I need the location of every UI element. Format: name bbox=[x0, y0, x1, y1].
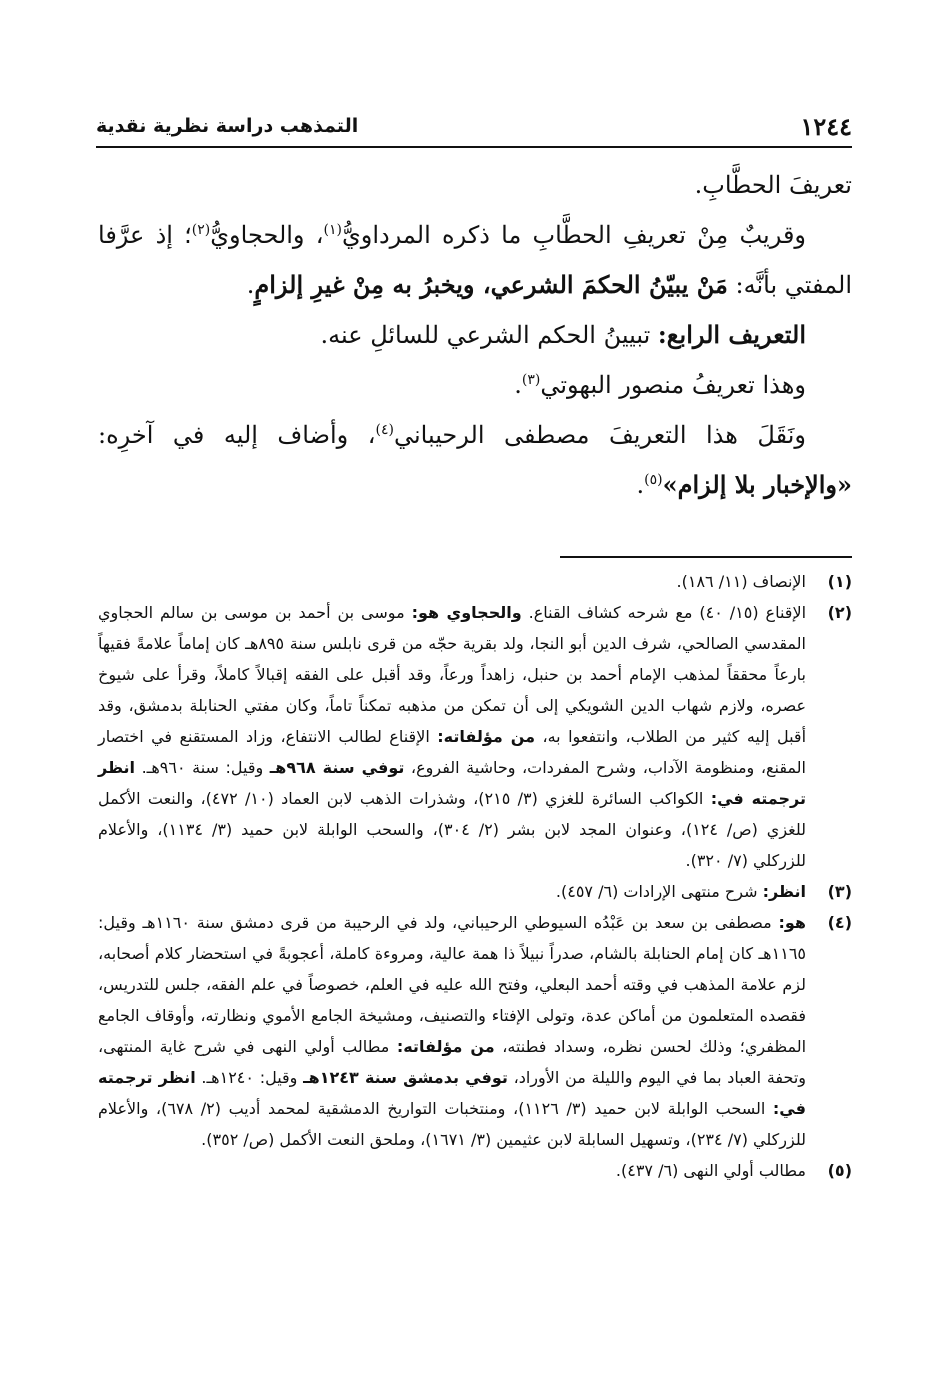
footnote-bold-segment: من مؤلفاته: bbox=[396, 1037, 495, 1056]
paragraph-2-end: . bbox=[246, 271, 255, 299]
footnote-ref-5[interactable]: (٥) bbox=[644, 472, 663, 488]
footnote-4 bbox=[98, 907, 852, 1155]
paragraph-5-text-a: ونَقَلَ هذا التعريفَ مصطفى الرحيباني bbox=[393, 421, 806, 449]
page-number: ١٢٤٤ bbox=[800, 112, 852, 141]
footnote-number: (٣) bbox=[827, 882, 852, 901]
footnote-text bbox=[98, 876, 806, 907]
footnote-5 bbox=[98, 1155, 852, 1186]
paragraph-5-end: . bbox=[636, 471, 645, 499]
footnote-text bbox=[98, 597, 806, 876]
footnote-text bbox=[98, 566, 806, 597]
added-quote: «والإخبار بلا إلزام» bbox=[662, 470, 852, 499]
footnote-bold-segment: انظر ترجمته في: bbox=[98, 1068, 806, 1118]
footnotes bbox=[98, 566, 852, 1186]
paragraph-2-text-b: ، والحجاويُّ bbox=[210, 221, 324, 249]
page-header bbox=[96, 110, 852, 148]
footnote-ref-1[interactable]: (١) bbox=[323, 222, 342, 238]
paragraph-4 bbox=[98, 360, 852, 410]
footnote-segment: وقيل: سنة ٩٦٠هـ. bbox=[135, 758, 270, 777]
mufti-definition: مَنْ يبيّنُ الحكمَ الشرعي، ويخبرُ به مِنْ غيرِ إلزامٍ bbox=[254, 270, 728, 299]
paragraph-4-text: وهذا تعريفُ منصور البهوتي bbox=[540, 371, 806, 399]
paragraph-5-text-b: ، وأضاف إليه في آخرِه: bbox=[98, 421, 376, 449]
footnote-number: (١) bbox=[827, 572, 852, 591]
footnote-bold-segment: والحجاوي هو: bbox=[411, 603, 522, 622]
footnote-segment: شرح منتهى الإرادات (٦/ ٤٥٧). bbox=[555, 882, 763, 901]
footnote-3 bbox=[98, 876, 852, 907]
footnote-bold-segment: هو: bbox=[778, 913, 807, 932]
footnote-segment: وقيل: ١٢٤٠هـ. bbox=[195, 1068, 304, 1087]
footnote-segment: مطالب أولي النهى (٦/ ٤٣٧). bbox=[615, 1161, 806, 1180]
footnote-number: (٢) bbox=[827, 603, 852, 622]
footnote-separator bbox=[560, 556, 852, 558]
footnote-text bbox=[98, 907, 806, 1155]
footnote-bold-segment: من مؤلفاته: bbox=[437, 727, 536, 746]
running-title: التمذهب دراسة نظرية نقدية bbox=[96, 115, 359, 137]
footnote-ref-3[interactable]: (٣) bbox=[521, 372, 541, 388]
paragraph-5 bbox=[98, 410, 852, 510]
footnote-ref-2[interactable]: (٢) bbox=[191, 222, 211, 238]
paragraph-4-end: . bbox=[514, 371, 522, 399]
footnote-text bbox=[98, 1155, 806, 1186]
paragraph-1-text: تعريفَ الحطَّابِ. bbox=[694, 171, 852, 199]
footnote-bold-segment: انظر: bbox=[762, 882, 806, 901]
fourth-definition-label: التعريف الرابع: bbox=[657, 320, 806, 349]
footnote-segment: الإقناع لطالب الانتفاع، وزاد المستقنع في اختصار المقنع، ومنظومة الآداب، وشرح المفردات، وحاشية الفروع، bbox=[98, 727, 807, 777]
footnote-segment: الإنصاف (١١/ ١٨٦). bbox=[676, 572, 806, 591]
paragraph-2 bbox=[98, 210, 852, 310]
footnote-bold-segment: توفي بدمشق سنة ١٢٤٣هـ bbox=[303, 1068, 508, 1087]
paragraph-3-text: تبيينُ الحكم الشرعي للسائلِ عنه. bbox=[320, 321, 658, 349]
footnote-segment: الإقناع (١٥/ ٤٠) مع شرحه كشاف القناع. bbox=[521, 603, 807, 622]
footnote-number: (٥) bbox=[827, 1161, 852, 1180]
paragraph-2-text-c: ؛ إذ عرَّفا المفتي بأنَّه: bbox=[98, 221, 852, 299]
footnote-number: (٤) bbox=[827, 913, 852, 932]
footnote-segment: السحب الوابلة لابن حميد (٣/ ١١٢٦)، ومنتخبات التواريخ الدمشقية لمحمد أديب (٢/ ٦٧٨)، والأعلام للزركلي (٧/ ٢٣٤)، وتسهيل السابلة لابن عثيمين (٣/ ١٦٧١)، وملحق النعت الأكمل (ص/ ٣٥٢). bbox=[98, 1099, 806, 1149]
footnote-2 bbox=[98, 597, 852, 876]
footnote-ref-4[interactable]: (٤) bbox=[375, 422, 394, 438]
footnote-segment: مصطفى بن سعد بن عَبْدُه السيوطي الرحيباني، ولد في الرحيبة من قرى دمشق سنة ١١٦٠هـ وقيل: ١١٦٥هـ كان إمام الحنابلة بالشام، صدراً نبيلاً ذا همة عالية، ومروءة كاملة، أعجوبةً في استحضار كلام أصحابه، لزم علامة المذهب في وقته أحمد البعلي، وفتح الله عليه في العلم، خصوصاً في علم الفقه، جلس للتدريس، فقصده المتعلمون من أماكن عدة، وتولى الإفتاء والتصنيف، ومشيخة الجامع الأموي ونظارته، وأوقاف الجامع المظفري؛ وذلك لحسن نظره، وسداد فطنته، bbox=[98, 913, 807, 1056]
paragraph-2-text-a: وقريبٌ مِنْ تعريفِ الحطَّابِ ما ذكره المرداويُّ bbox=[341, 221, 807, 249]
paragraph-3 bbox=[98, 310, 852, 360]
paragraph-1 bbox=[98, 160, 852, 210]
main-text bbox=[98, 160, 852, 510]
footnote-segment: موسى بن أحمد بن موسى بن سالم الحجاوي المقدسي الصالحي، شرف الدين أبو النجا، ولد بقرية حجّه من قرى نابلس سنة ٨٩٥هـ كان إماماً علامةً فقيهاً بارعاً محققاً لمذهب الإمام أحمد بن حنبل، زاهداً ورعاً، وقد أقبل على الفقه إقبالاً كاملاً، وقرأ على شيوخ عصره، ولازم شهاب الدين الشويكي إلى أن تمكن من مذهبه تمكناً تاماً، وكان مفتي الحنابلة بدمشق، وقد أقبل إليه كثير من الطلاب، وانتفعوا به، bbox=[98, 603, 807, 746]
footnote-segment: مطالب أولي النهى في شرح غاية المنتهى، وتحفة العباد بما في اليوم والليلة من الأوراد، bbox=[98, 1037, 807, 1087]
footnote-1 bbox=[98, 566, 852, 597]
footnote-bold-segment: توفي سنة ٩٦٨هـ bbox=[269, 758, 405, 777]
footnote-bold-segment: انظر ترجمته في: bbox=[98, 758, 807, 808]
footnote-segment: الكواكب السائرة للغزي (٣/ ٢١٥)، وشذرات الذهب لابن العماد (١٠/ ٤٧٢)، والنعت الأكمل للغزي (ص/ ١٢٤)، وعنوان المجد لابن بشر (٢/ ٣٠٤)، والسحب الوابلة لابن حميد (٣/ ١١٣٤)، والأعلام للزركلي (٧/ ٣٢٠). bbox=[98, 789, 807, 870]
